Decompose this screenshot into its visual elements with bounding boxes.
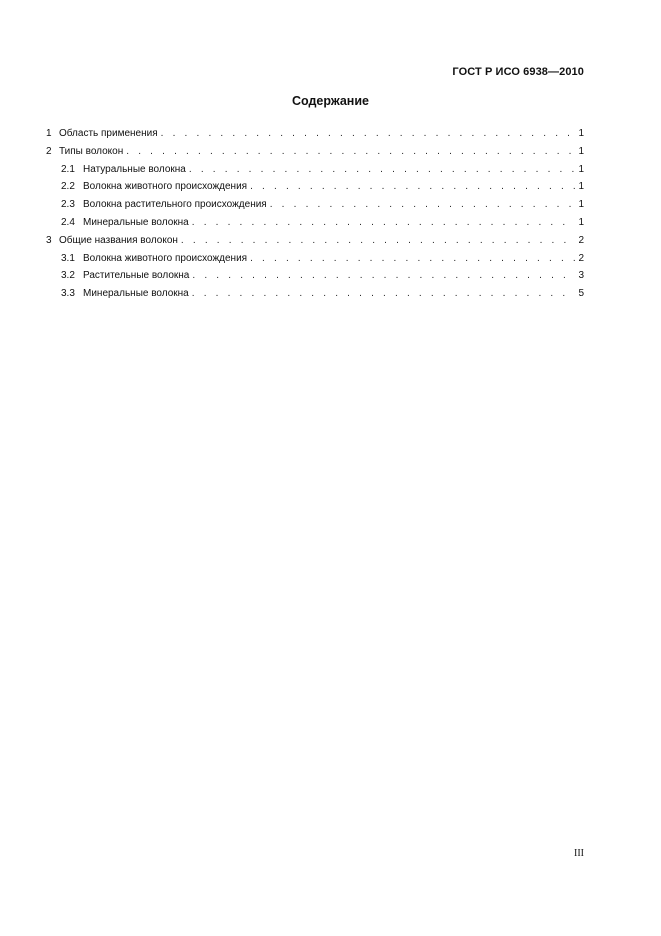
toc-entry-2-4[interactable] — [46, 214, 584, 232]
toc-entry-2-1[interactable] — [46, 161, 584, 179]
toc-dot-leader — [270, 196, 575, 214]
toc-entry-page: 3 — [578, 270, 584, 282]
toc-entry-page: 1 — [578, 181, 584, 193]
toc-entry-number: 1 — [46, 128, 52, 139]
page-number: III — [574, 848, 584, 859]
toc-entry-2-3[interactable] — [46, 196, 584, 214]
toc-entry-3-3[interactable] — [46, 285, 584, 303]
toc-entry-number: 2.1 — [61, 163, 75, 175]
toc-entry-page: 1 — [578, 128, 584, 139]
toc-dot-leader — [192, 214, 575, 232]
toc-entry-title: Минеральные волокна — [83, 288, 189, 300]
toc-entry-page: 2 — [578, 234, 584, 246]
toc-dot-leader — [181, 232, 575, 250]
toc-entry-title: Минеральные волокна — [83, 216, 189, 228]
toc-dot-leader — [192, 267, 575, 285]
toc-entry-3-1[interactable] — [46, 250, 584, 268]
toc-entry-2-2[interactable] — [46, 178, 584, 196]
toc-title: Содержание — [291, 94, 369, 108]
toc-entry-page: 1 — [578, 145, 584, 157]
toc-entry-number: 2.4 — [61, 216, 75, 228]
toc-dot-leader — [192, 285, 575, 303]
toc-entry-3-2[interactable] — [46, 267, 584, 285]
toc-entry-title: Область применения — [59, 128, 158, 139]
toc-entry-2[interactable] — [46, 143, 584, 161]
toc-entry-title: Общие названия волокон — [59, 234, 178, 246]
toc-entry-title: Растительные волокна — [83, 270, 190, 282]
toc-entry-title: Типы волокон — [59, 145, 124, 157]
toc-entry-title: Волокна животного происхождения — [83, 181, 248, 193]
toc-entry-3[interactable] — [46, 232, 584, 250]
toc-entry-number: 3.2 — [61, 270, 75, 282]
toc-dot-leader — [126, 143, 575, 161]
toc-entry-page: 1 — [578, 216, 584, 228]
toc-entry-title: Натуральные волокна — [83, 163, 186, 175]
toc-entry-number: 2.3 — [61, 199, 75, 211]
toc-dot-leader — [250, 178, 575, 196]
toc-entry-page: 1 — [578, 163, 584, 175]
toc-entry-1[interactable] — [46, 125, 584, 143]
document-code: ГОСТ Р ИСО 6938—2010 — [452, 66, 584, 78]
toc-entry-title: Волокна растительного происхождения — [83, 199, 267, 211]
toc-entry-number: 3.1 — [61, 252, 75, 264]
toc-dot-leader — [161, 125, 575, 143]
toc-entry-number: 3 — [46, 234, 52, 246]
toc-entry-number: 2 — [46, 145, 52, 157]
toc-entry-number: 3.3 — [61, 288, 75, 300]
toc-entry-page: 2 — [578, 252, 584, 264]
toc-entry-page: 1 — [578, 199, 584, 211]
toc-dot-leader — [189, 161, 575, 179]
toc-entry-title: Волокна животного происхождения — [83, 252, 248, 264]
toc-entry-page: 5 — [578, 288, 584, 300]
toc-dot-leader — [250, 250, 575, 268]
table-of-contents — [46, 125, 584, 303]
toc-entry-number: 2.2 — [61, 181, 75, 193]
